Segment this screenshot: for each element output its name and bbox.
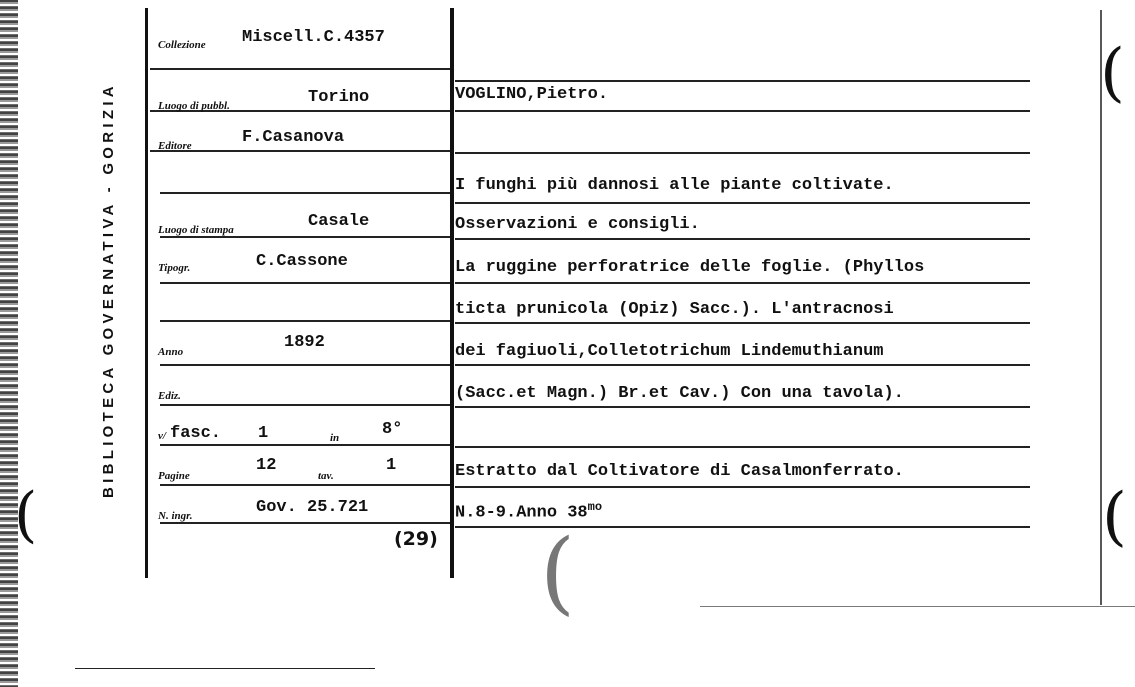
value-fasc: 1 [258,424,269,443]
handwritten-number: (29) [394,528,438,550]
bottom-rule [75,668,375,669]
rule [160,282,450,284]
middle-rule [450,8,454,578]
rule [160,236,450,238]
label-collezione: Collezione [158,39,206,51]
rule [160,522,450,524]
note-line-2-num: 38 [567,503,588,523]
value-luogo-pubbl: Torino [308,88,370,107]
value-tipogr: C.Cassone [256,252,348,271]
punch-hole-mark: ( [14,480,38,550]
rule [160,444,450,446]
label-n-ingr: N. ingr. [158,510,193,522]
rule [455,110,1030,112]
rule [150,68,450,70]
rule [455,282,1030,284]
value-pagine: 12 [256,456,277,475]
rule [455,80,1030,82]
label-fasc-prefix: v/ [158,430,166,442]
punch-hole-mark: ( [540,520,576,625]
rule [150,150,450,152]
rule [455,322,1030,324]
binding-edge [0,0,18,687]
label-luogo-pubbl: Luogo di pubbl. [158,100,230,112]
rule [160,320,450,322]
title-line-3: La ruggine perforatrice delle foglie. (Phyllos [455,258,925,277]
value-fasc-label: fasc. [170,424,222,443]
rule [455,238,1030,240]
note-line-2-sup: mo [587,500,603,514]
label-tav: tav. [318,470,334,482]
rule [160,192,450,194]
library-stamp: BIBLIOTECA GOVERNATIVA - GORIZIA [100,82,117,498]
rule [455,446,1030,448]
note-line-1: Estratto dal Coltivatore di Casalmonferrato. [455,462,904,481]
label-tipogr: Tipogr. [158,262,191,274]
title-line-1: I funghi più dannosi alle piante coltivate. [455,176,894,195]
label-pagine: Pagine [158,470,190,482]
value-tav: 1 [386,456,397,475]
title-line-4: ticta prunicola (Opiz) Sacc.). L'antracnosi [455,300,894,319]
label-editore: Editore [158,140,192,152]
value-anno: 1892 [284,333,325,352]
label-luogo-stampa: Luogo di stampa [158,224,234,236]
label-ediz: Ediz. [158,390,181,402]
note-line-2 [455,500,602,523]
value-collezione: Miscell.C.4357 [242,28,385,47]
note-line-2-prefix: N.8-9.Anno [455,503,568,523]
author: VOGLINO,Pietro. [455,85,609,104]
label-anno: Anno [158,346,184,358]
rule [455,406,1030,408]
title-line-6: (Sacc.et Magn.) Br.et Cav.) Con una tavola). [455,384,904,403]
label-vol: in [330,432,340,444]
value-luogo-stampa: Casale [308,212,370,231]
rule [455,202,1030,204]
bottom-rule [700,606,1135,607]
value-n-ingr: Gov. 25.721 [256,498,369,517]
title-line-5: dei fagiuoli,Colletotrichum Lindemuthianum [455,342,884,361]
value-editore: F.Casanova [242,128,345,147]
title-line-2: Osservazioni e consigli. [455,215,700,234]
value-formato: 8° [382,420,403,439]
rule [160,404,450,406]
rule [160,364,450,366]
punch-hole-mark: ( [1102,480,1127,554]
rule [455,364,1030,366]
rule [160,484,450,486]
rule [455,152,1030,154]
left-rule [145,8,148,578]
punch-hole-mark: ( [1100,36,1125,110]
rule [455,486,1030,488]
